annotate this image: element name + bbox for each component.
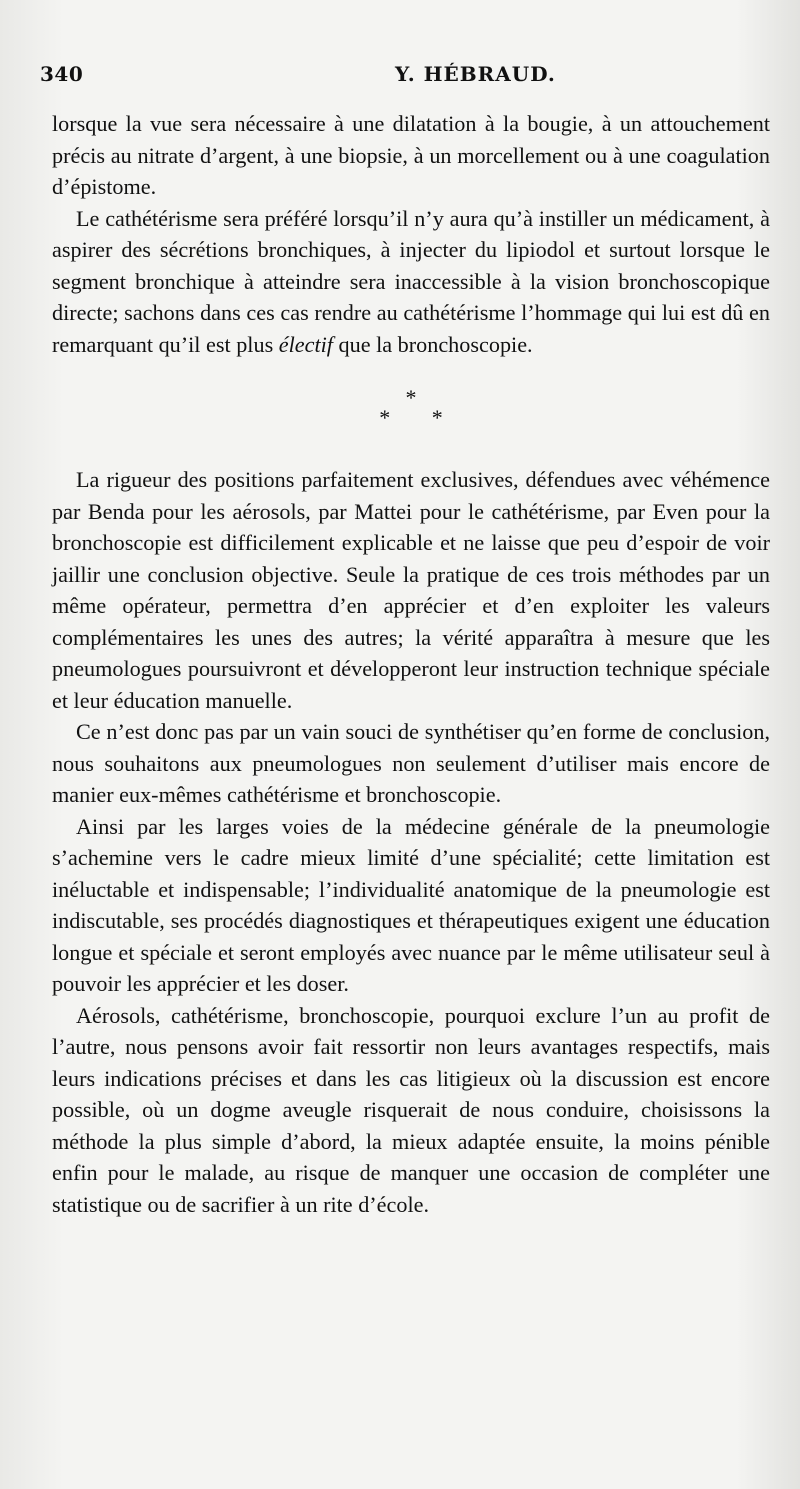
separator-stars-bottom: * *	[379, 405, 461, 430]
page-number: 340	[40, 62, 84, 86]
paragraph-2-italic: électif	[278, 331, 333, 357]
paragraph-1: lorsque la vue sera nécessaire à une dilatation à la bougie, à un attouchement précis au nitrate d’argent, à une biopsie, à un morcellement ou à une coagulation d’épistome.	[52, 111, 770, 199]
separator-star-top: *	[405, 385, 417, 410]
paragraph-3: La rigueur des positions parfaitement exclusives, défendues avec véhémence par Benda pour les aérosols, par Mattei pour le cathétérisme, par Even pour la bronchoscopie est difficilement explicable et ne laisse que peu d’espoir de voir jaillir une conclusion objective. Seule la pratique de ces trois méthodes par un même opérateur, permettra d’en apprécier et d’en exploiter les valeurs complémentaires les unes des autres; la vérité apparaîtra à mesure que les pneumologues poursuivront et développeront leur instruction technique spéciale et leur éducation manuelle.	[52, 467, 770, 713]
paragraph-2-tail: que la bronchoscopie.	[338, 331, 533, 357]
paragraph-6: Aérosols, cathétérisme, bronchoscopie, pourquoi exclure l’un au profit de l’autre, nous pensons avoir fait ressortir non leurs avantages respectifs, mais leurs indications précises et dans les cas litigieux où la discussion est encore possible, où un dogme aveugle risquerait de nous conduire, choisissons la méthode la plus simple d’abord, la mieux adaptée ensuite, la moins pénible enfin pour le malade, au risque de manquer une occasion de compléter une statistique ou de sacrifier à un rite d’école.	[52, 1002, 770, 1217]
section-separator	[52, 385, 770, 430]
paragraph-4: Ce n’est donc pas par un vain souci de synthétiser qu’en forme de conclusion, nous souhaitons aux pneumologues non seulement d’utiliser mais encore de manier eux-mêmes cathétérisme et bronchoscopie.	[52, 719, 770, 807]
page-header	[40, 62, 780, 94]
running-head: Y. HÉBRAUD.	[395, 62, 556, 86]
paragraph-2-text: Le cathétérisme sera préféré lorsqu’il n’y aura qu’à instiller un médicament, à aspirer des sécrétions bronchiques, à injecter du lipiodol et surtout lorsque le segment bronchique à atteindre sera inaccessible à la vision bronchoscopique directe; sachons dans ces cas rendre au cathétérisme l’hommage qui lui est dû en remarquant qu’il est plus	[52, 205, 770, 357]
body-text	[52, 108, 770, 1220]
paragraph-5: Ainsi par les larges voies de la médecine générale de la pneumologie s’achemine vers le cadre mieux limité d’une spécialité; cette limitation est inéluctable et indispensable; l’individualité anatomique de la pneumologie est indiscutable, ses procédés diagnostiques et thérapeutiques exigent une éducation longue et spéciale et seront employés avec nuance par le même utilisateur seul à pouvoir les apprécier et les doser.	[52, 813, 770, 996]
paragraph-2	[52, 203, 770, 361]
